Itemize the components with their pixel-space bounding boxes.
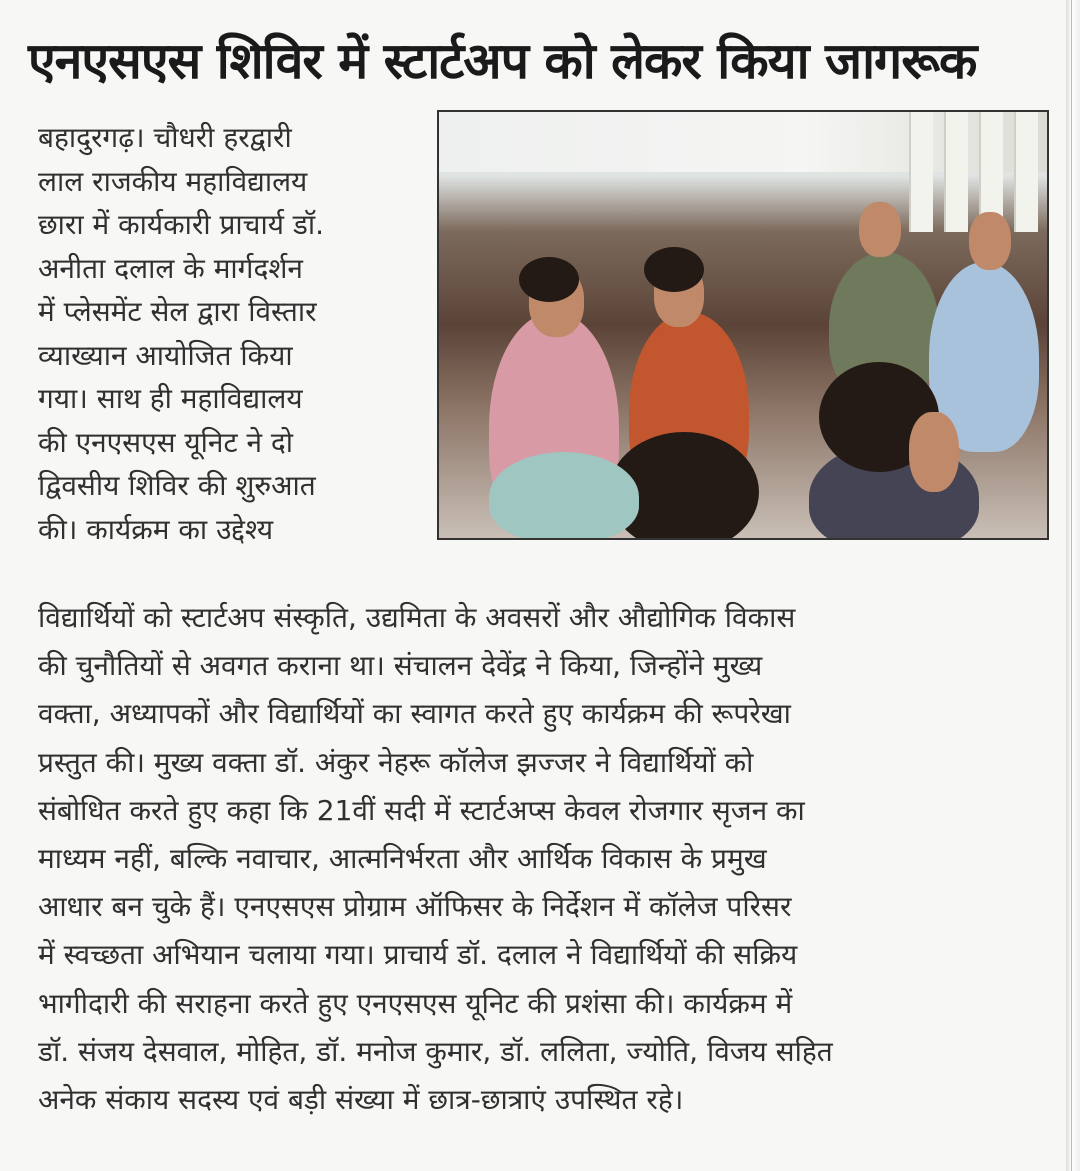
text-line: अनेक संकाय सदस्य एवं बड़ी संख्या में छात्र-छात्राएं उपस्थित रहे।: [38, 1082, 684, 1116]
text-line: बहादुरगढ़। चौधरी हरद्वारी: [38, 121, 292, 154]
photo-face: [969, 212, 1011, 270]
text-line: गया। साथ ही महाविद्यालय: [38, 382, 303, 415]
text-line: संबोधित करते हुए कहा कि 21वीं सदी में स्टार्टअप्स केवल रोजगार सृजन का: [38, 793, 805, 827]
text-line: लाल राजकीय महाविद्यालय: [38, 164, 308, 198]
left-column-text: [38, 116, 433, 551]
text-line: प्रस्तुत की। मुख्य वक्ता डॉ. अंकुर नेहरू कॉलेज झज्जर ने विद्यार्थियों को: [38, 745, 754, 779]
text-line: अनीता दलाल के मार्गदर्शन: [38, 251, 303, 285]
text-line: डॉ. संजय देसवाल, मोहित, डॉ. मनोज कुमार, डॉ. ललिता, ज्योति, विजय सहित: [38, 1034, 833, 1068]
text-line: माध्यम नहीं, बल्कि नवाचार, आत्मनिर्भरता और आर्थिक विकास के प्रमुख: [38, 841, 767, 875]
text-line: विद्यार्थियों को स्टार्टअप संस्कृति, उद्यमिता के अवसरों और औद्योगिक विकास: [38, 601, 796, 634]
text-line: वक्ता, अध्यापकों और विद्यार्थियों का स्वागत करते हुए कार्यक्रम की रूपरेखा: [38, 697, 791, 731]
photo-face: [859, 202, 901, 257]
photo-bag: [489, 452, 639, 540]
headline: एनएसएस शिविर में स्टार्टअप को लेकर किया जागरूक: [28, 32, 977, 90]
page-edge: [1066, 0, 1080, 1171]
text-line: की। कार्यक्रम का उद्देश्य: [38, 512, 274, 546]
photo-face: [909, 412, 959, 492]
body-text: [38, 594, 1038, 1124]
classroom-photo: [437, 110, 1049, 540]
text-line: व्याख्यान आयोजित किया: [38, 338, 293, 372]
photo-window: [944, 112, 968, 232]
photo-hair: [519, 257, 579, 302]
page-fold-line: [1071, 0, 1072, 1171]
photo-hair: [644, 247, 704, 292]
photo-window: [909, 112, 933, 232]
text-line: की एनएसएस यूनिट ने दो: [38, 425, 294, 459]
text-line: आधार बन चुके हैं। एनएसएस प्रोग्राम ऑफिसर के निर्देशन में कॉलेज परिसर: [38, 890, 792, 924]
text-line: द्विवसीय शिविर की शुरुआत: [38, 469, 316, 502]
text-line: में स्वच्छता अभियान चलाया गया। प्राचार्य डॉ. दलाल ने विद्यार्थियों की सक्रिय: [38, 938, 798, 972]
text-line: छारा में कार्यकारी प्राचार्य डॉ.: [38, 208, 324, 241]
text-line: की चुनौतियों से अवगत कराना था। संचालन देवेंद्र ने किया, जिन्होंने मुख्य: [38, 649, 763, 683]
text-line: भागीदारी की सराहना करते हुए एनएसएस यूनिट की प्रशंसा की। कार्यक्रम में: [38, 986, 793, 1020]
text-line: में प्लेसमेंट सेल द्वारा विस्तार: [38, 295, 317, 328]
photo-window: [1014, 112, 1038, 232]
